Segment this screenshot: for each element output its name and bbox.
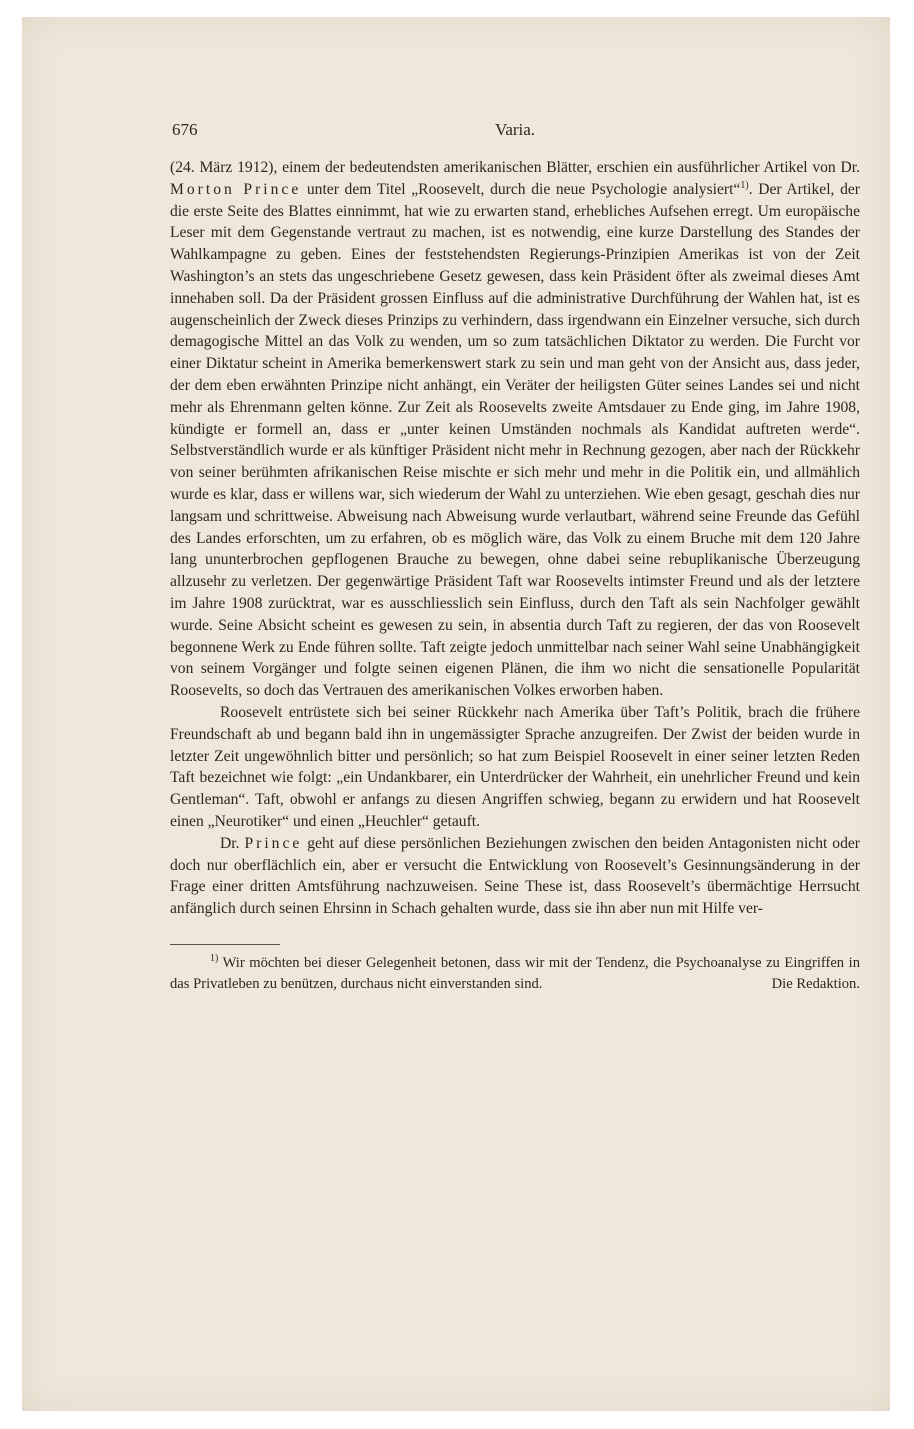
body-text [170,157,860,920]
scanned-page [22,17,890,1411]
running-head [170,117,860,143]
paragraph-2: Roosevelt entrüstete sich bei seiner Rückkehr nach Amerika über Taft’s Politik, brach die frühere Freundschaft ab und begann bald ihn in ungemässigter Sprache anzugreifen. Der Zwist der beiden wurde in letzter Zeit ungewöhnlich bitter und persönlich; so hat zum Beispiel Roosevelt in einer seiner letzten Reden Taft bezeichnet wie folgt: „ein Undankbarer, ein Unterdrücker der Wahrheit, ein unehrlicher Freund und kein Gentleman“. Taft, obwohl er anfangs zu diesen Angriffen schwieg, begann zu erwidern und hat Roosevelt einen „Neurotiker“ und einen „Heuchler“ getauft. [170,703,860,830]
paragraph-1 [170,157,860,702]
footnote-text [170,953,860,995]
page-number: 676 [172,120,198,139]
page-content [170,117,860,995]
footnote-reference: 1) [740,179,749,191]
prince-name-emphasis: Prince [244,834,303,852]
author-name-emphasis: Morton Prince [170,180,302,198]
editorial-signoff: Die Redaktion. [771,975,860,992]
paragraph-3-start: Dr. [220,834,245,852]
paragraph-1-rest: . Der Artikel, der die erste Seite des Blattes einnimmt, hat wie zu erwarten stand, erhebliches Aufsehen erregt. Um europäische Leser mit dem Gegenstande vertraut zu machen, ist es notwendig, eine kurze Darstellung des Standes der Wahlkampagne zu geben. Eines der feststehendsten Regierungs-Prinzipien Amerikas ist von der Zeit Washington’s an stets das ungeschriebene Gesetz gewesen, dass kein Präsident öfter als zweimal dieses Amt innehaben soll. Da der Präsident grossen Einfluss auf die administrative Durchführung der Wahlen hat, ist es augenscheinlich der Zweck dieses Prinzips zu verhindern, dass irgendwann ein Einzelner versuche, sich durch demagogische Mittel an das Volk zu wenden, um so zum tatsächlichen Diktator zu werden. Die Furcht vor einer Diktatur scheint in Amerika bemerkenswert stark zu sein und man geht von der Ansicht aus, dass jeder, der dem eben erwähnten Prinzipe nicht anhängt, ein Veräter der heiligsten Güter seines Landes sei und nicht mehr als Ehrenmann gelten könne. Zur Zeit als Roosevelts zweite Amtsdauer zu Ende ging, im Jahre 1908, kündigte er formell an, dass er „unter keinen Umständen nochmals als Kandidat auftreten werde“. Selbstverständlich wurde er als künftiger Präsident nicht mehr in Rechnung gezogen, aber nach der Rückkehr von seiner berühmten afrikanischen Reise mischte er sich mehr und mehr in die Politik ein, und allmählich wurde es klar, dass er willens war, sich wiederum der Wahl zu unterziehen. Wie eben gesagt, geschah dies nur langsam und schrittweise. Abweisung nach Abweisung wurde verlautbart, während seine Freunde das Gefühl des Landes erforschten, um zu erfahren, ob es möglich wäre, das Volk zu einem Bruche mit dem 120 Jahre lang ununterbrochen gepflogenen Brauche zu bewegen, ohne dabei seine rebuplikanische Überzeugung allzusehr zu verletzen. Der gegenwärtige Präsident Taft war Roosevelts intimster Freund und als der letztere im Jahre 1908 zurücktrat, war es ausschliesslich sein Einfluss, durch den Taft als sein Nachfolger gewählt wurde. Seine Absicht scheint es gewesen zu sein, in absentia durch Taft zu regieren, der das von Roosevelt begonnene Werk zu Ende führen sollte. Taft zeigte jedoch unmittelbar nach seiner Wahl seine Unabhängigkeit von seinem Vorgänger und folgte seinen eigenen Plänen, die ihm wo nicht die sensationelle Popularität Roosevelts, so doch das Vertrauen des amerikanischen Volkes erworben haben. [170,180,860,700]
section-title: Varia. [494,120,536,139]
footnote [170,953,860,995]
footnote-divider [170,944,280,945]
paragraph-3-rest: geht auf diese persönlichen Beziehungen zwischen den beiden Antagonisten nicht oder doch nur oberflächlich ein, aber er versucht die Entwicklung von Roosevelt’s Gesinnungsänderung in der Frage einer dritten Amtsführung nachzuweisen. Seine These ist, dass Roosevelt’s übermächtige Herrsucht anfänglich durch seinen Ehrsinn in Schach gehalten wurde, dass sie ihn aber nun mit Hilfe ver- [170,834,860,918]
footnote-body: Wir möchten bei dieser Gelegenheit betonen, dass wir mit der Tendenz, die Psychoanalyse zu Eingriffen in das Privatleben zu benützen, durchaus nicht einverstanden sind. [170,954,860,992]
paragraph-3 [170,833,860,920]
paragraph-1-title: unter dem Titel „Roosevelt, durch die neue Psychologie analysiert“ [301,180,741,198]
paragraph-1-start: (24. März 1912), einem der bedeutendsten amerikanischen Blätter, erschien ein ausführlicher Artikel von Dr. [170,159,860,176]
footnote-mark: 1) [210,953,219,965]
